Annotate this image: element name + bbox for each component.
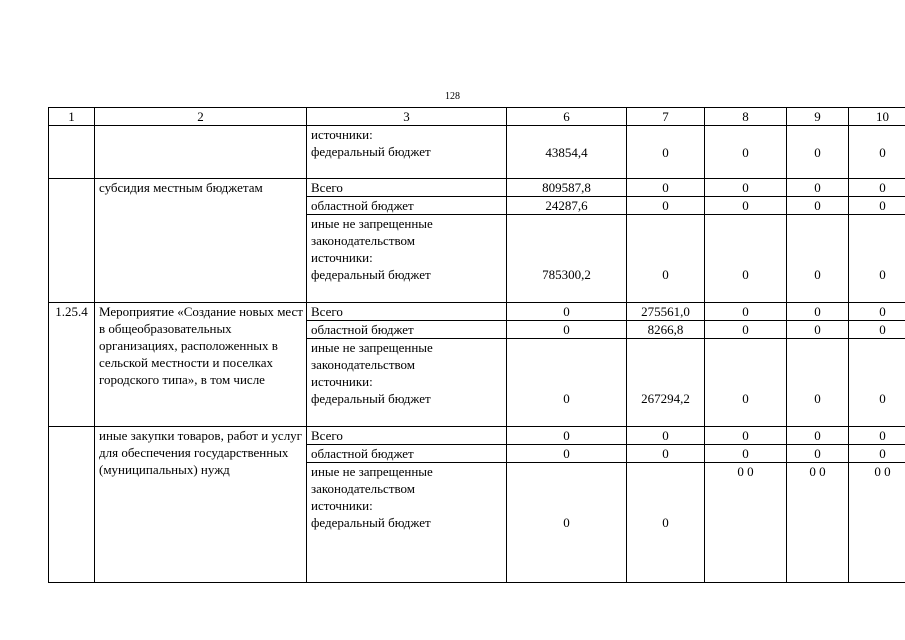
description-line: государственных (194, 445, 289, 460)
value-cell: 0 (705, 126, 787, 179)
value-cell: 0 (627, 197, 705, 215)
funding-source-line: иные не запрещенные (311, 464, 433, 479)
funding-source-line: федеральный бюджет (311, 515, 431, 530)
value-cell: 0 (705, 197, 787, 215)
value-cell: 0 (627, 463, 705, 583)
value-cell: 0 (849, 179, 905, 197)
description-line: организациях, расположенных (99, 338, 269, 353)
funding-source-line: иные не запрещенные (311, 340, 433, 355)
funding-source-line: законодательством (311, 233, 416, 248)
value-cell: 43854,4 (507, 126, 627, 179)
header-cell: 6 (507, 108, 627, 126)
header-cell: 2 (95, 108, 307, 126)
value-cell: 0 (705, 215, 787, 303)
funding-source-line: федеральный бюджет (311, 144, 431, 159)
value-cell (705, 463, 787, 583)
header-cell: 10 (849, 108, 905, 126)
header-cell: 7 (627, 108, 705, 126)
value-cell: 0 (787, 339, 849, 427)
value-cell: 0 (507, 303, 627, 321)
funding-source-line: областной бюджет (311, 322, 414, 337)
value-cell: 0 (787, 126, 849, 179)
value-cell: 0 (787, 215, 849, 303)
value-cell: 8266,8 (627, 321, 705, 339)
funding-source-cell (307, 427, 507, 445)
value-cell: 0 (507, 445, 627, 463)
row-description (95, 427, 307, 583)
value-top: 0 (874, 464, 881, 479)
value-bottom: 0 (884, 464, 891, 479)
row-code (49, 427, 95, 583)
funding-source-cell (307, 445, 507, 463)
funding-source-cell (307, 463, 507, 583)
value-top: 0 (809, 464, 816, 479)
value-cell: 0 (787, 445, 849, 463)
header-cell: 9 (787, 108, 849, 126)
value-cell: 0 (627, 445, 705, 463)
description-line: услуг для обеспечения (99, 428, 303, 460)
value-cell: 0 (849, 445, 905, 463)
value-cell: 0 (507, 321, 627, 339)
value-cell: 0 (705, 321, 787, 339)
funding-source-line: иные не запрещенные (311, 216, 433, 231)
budget-table (48, 107, 905, 583)
funding-source-line: федеральный бюджет (311, 391, 431, 406)
funding-source-line: областной бюджет (311, 446, 414, 461)
header-row (49, 108, 905, 126)
funding-source-cell (307, 303, 507, 321)
value-cell: 275561,0 (627, 303, 705, 321)
description-line: Мероприятие «Создание новых (99, 304, 274, 319)
value-cell: 0 (627, 427, 705, 445)
table-row (49, 427, 905, 445)
table-row (49, 179, 905, 197)
value-cell: 0 (507, 463, 627, 583)
funding-source-cell (307, 321, 507, 339)
page-number: 128 (445, 91, 460, 102)
funding-source-line: источники: (311, 498, 373, 513)
description-line: поселках городского типа», в (99, 355, 274, 387)
header-cell: 8 (705, 108, 787, 126)
row-code (49, 126, 95, 179)
value-cell: 0 (787, 427, 849, 445)
funding-source-cell (307, 126, 507, 179)
value-cell: 0 (705, 303, 787, 321)
header-cell: 1 (49, 108, 95, 126)
funding-source-line: источники: (311, 127, 373, 142)
funding-source-line: законодательством (311, 481, 416, 496)
value-cell: 0 (705, 445, 787, 463)
description-line: том числе (210, 372, 265, 387)
funding-source-line: источники: (311, 374, 373, 389)
funding-source-line: Всего (311, 180, 343, 195)
description-line: иные закупки товаров, работ и (99, 428, 269, 443)
row-code (49, 179, 95, 303)
funding-source-line: законодательством (311, 357, 416, 372)
value-cell: 0 (705, 179, 787, 197)
value-cell: 0 (849, 303, 905, 321)
value-cell: 0 (705, 339, 787, 427)
value-cell: 0 (849, 126, 905, 179)
value-cell (787, 463, 849, 583)
value-bottom: 0 (747, 464, 754, 479)
row-description (95, 126, 307, 179)
funding-source-cell (307, 179, 507, 197)
funding-source-line: Всего (311, 428, 343, 443)
value-cell: 0 (507, 339, 627, 427)
value-cell: 785300,2 (507, 215, 627, 303)
value-cell: 0 (705, 427, 787, 445)
value-cell: 0 (787, 321, 849, 339)
row-code: 1.25.4 (49, 303, 95, 427)
description-line: субсидия местным бюджетам (99, 180, 263, 195)
value-cell: 0 (849, 321, 905, 339)
row-description (95, 179, 307, 303)
funding-source-line: источники: (311, 250, 373, 265)
value-cell (849, 463, 905, 583)
description-line: (муниципальных) нужд (99, 462, 230, 477)
value-cell: 0 (849, 215, 905, 303)
funding-source-line: федеральный бюджет (311, 267, 431, 282)
value-top: 0 (737, 464, 744, 479)
table-row (49, 126, 905, 179)
value-cell: 0 (849, 427, 905, 445)
funding-source-line: областной бюджет (311, 198, 414, 213)
value-cell: 0 (627, 215, 705, 303)
header-cell: 3 (307, 108, 507, 126)
value-cell: 0 (787, 197, 849, 215)
funding-source-cell (307, 215, 507, 303)
value-cell: 0 (627, 126, 705, 179)
value-cell: 0 (787, 303, 849, 321)
value-cell: 0 (627, 179, 705, 197)
funding-source-line: Всего (311, 304, 343, 319)
table-row (49, 303, 905, 321)
funding-source-cell (307, 339, 507, 427)
value-cell: 0 (787, 179, 849, 197)
funding-source-cell (307, 197, 507, 215)
value-cell: 0 (849, 197, 905, 215)
value-cell: 809587,8 (507, 179, 627, 197)
description-line: мест в общеобразовательных (99, 304, 303, 336)
value-cell: 0 (507, 427, 627, 445)
description-line: в сельской местности и (99, 338, 278, 370)
value-cell: 0 (849, 339, 905, 427)
row-description (95, 303, 307, 427)
value-cell: 24287,6 (507, 197, 627, 215)
value-bottom: 0 (819, 464, 826, 479)
value-cell: 267294,2 (627, 339, 705, 427)
